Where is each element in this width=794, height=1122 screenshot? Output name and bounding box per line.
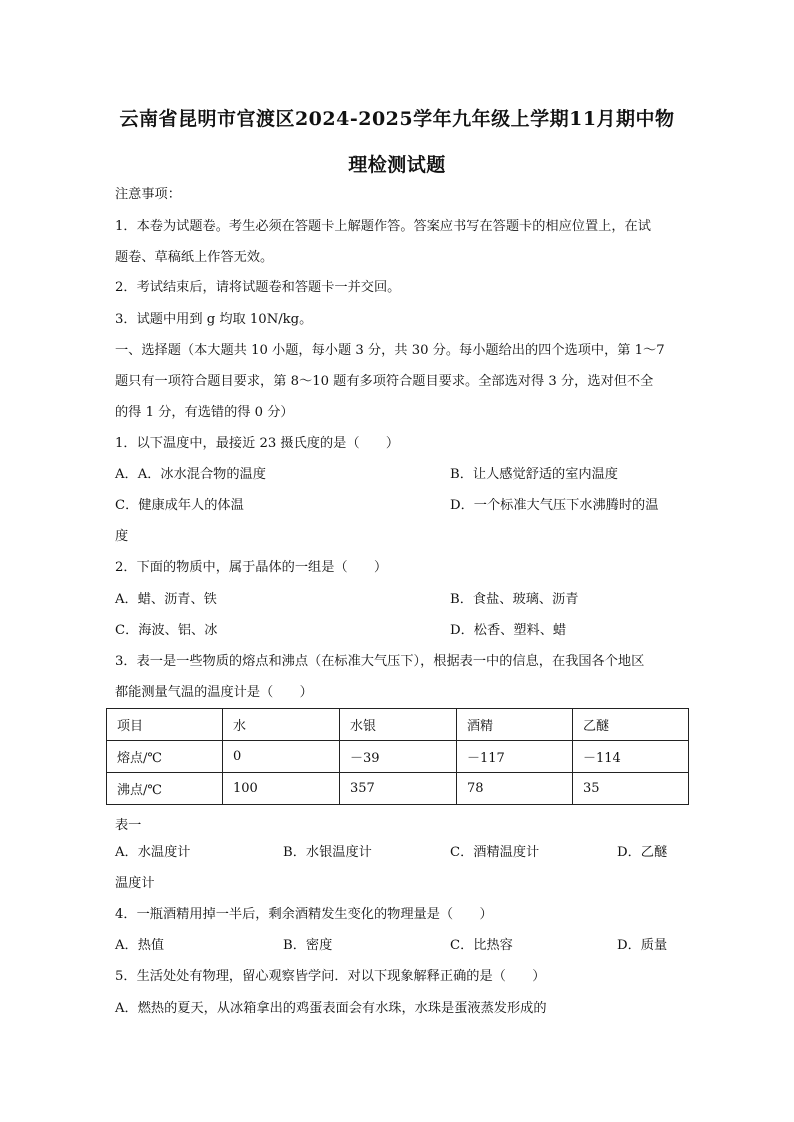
table-cell: －117 <box>457 741 573 773</box>
table-header-cell: 项目 <box>107 709 223 741</box>
notice-item-2: 2．考试结束后，请将试题卷和答题卡一并交回。 <box>115 280 401 295</box>
question-5-stem: 5．生活处处有物理，留心观察皆学问．对以下现象解释正确的是（ ） <box>115 969 546 984</box>
table-header-cell: 水银 <box>340 709 457 741</box>
question-5-option-a: A．燃热的夏天，从冰箱拿出的鸡蛋表面会有水珠，水珠是蛋液蒸发形成的 <box>115 1001 547 1016</box>
question-4-option-b: B．密度 <box>283 938 333 953</box>
table-header-row <box>107 709 689 741</box>
table-cell: 100 <box>223 773 340 805</box>
table-header-cell: 水 <box>223 709 340 741</box>
table-caption: 表一 <box>115 818 142 833</box>
question-1-option-c: C．健康成年人的体温 <box>115 498 244 513</box>
question-3-option-d: D．乙醚 <box>617 845 668 860</box>
notice-item-1-line2: 题卷、草稿纸上作答无效。 <box>115 250 274 265</box>
notice-heading: 注意事项： <box>115 187 181 202</box>
question-2-option-c: C．海波、铝、冰 <box>115 623 218 638</box>
exam-title-line1: 云南省昆明市官渡区2024-2025学年九年级上学期11月期中物 <box>119 108 675 130</box>
question-3-stem-line2: 都能测量气温的温度计是（ ） <box>115 685 313 700</box>
melting-boiling-point-table <box>106 708 689 805</box>
question-4-option-d: D．质量 <box>617 938 668 953</box>
table-cell: 0 <box>223 741 340 773</box>
table-cell: 35 <box>573 773 689 805</box>
table-cell: 沸点/℃ <box>107 773 223 805</box>
table-cell: 熔点/℃ <box>107 741 223 773</box>
question-4-option-a: A．热值 <box>115 938 165 953</box>
exam-title-line2: 理检测试题 <box>348 154 446 176</box>
question-3-option-b: B．水银温度计 <box>283 845 372 860</box>
table-row <box>107 741 689 773</box>
question-2-option-a: A．蜡、沥青、铁 <box>115 592 217 607</box>
question-1-option-a: A．A．冰水混合物的温度 <box>115 467 266 482</box>
section1-instructions-line3: 的得 1 分，有选错的得 0 分） <box>115 405 294 420</box>
question-3-stem-line1: 3．表一是一些物质的熔点和沸点（在标准大气压下），根据表一中的信息，在我国各个地区 <box>115 654 645 669</box>
question-2-option-d: D．松香、塑料、蜡 <box>450 623 567 638</box>
question-2-stem: 2．下面的物质中，属于晶体的一组是（ ） <box>115 560 388 575</box>
question-1-option-b: B．让人感觉舒适的室内温度 <box>450 467 618 482</box>
section1-instructions-line1: 一、选择题（本大题共 10 小题，每小题 3 分，共 30 分。每小题给出的四个选项中，第 1～7 <box>115 343 665 358</box>
section1-instructions-line2: 题只有一项符合题目要求，第 8～10 题有多项符合题目要求。全部选对得 3 分，选对但不全 <box>115 374 654 389</box>
question-4-stem: 4．一瓶酒精用掉一半后，剩余酒精发生变化的物理量是（ ） <box>115 907 493 922</box>
question-4-option-c: C．比热容 <box>450 938 513 953</box>
question-3-option-c: C．酒精温度计 <box>450 845 540 860</box>
table-header-cell: 乙醚 <box>573 709 689 741</box>
notice-item-3: 3．试题中用到 g 均取 10N/kg。 <box>115 312 313 327</box>
table-row <box>107 773 689 805</box>
table-cell: 78 <box>457 773 573 805</box>
table-header-cell: 酒精 <box>457 709 573 741</box>
question-2-option-b: B．食盐、玻璃、沥青 <box>450 592 579 607</box>
table-cell: 357 <box>340 773 457 805</box>
table-cell: －114 <box>573 741 689 773</box>
notice-item-1-line1: 1．本卷为试题卷。考生必须在答题卡上解题作答。答案应书写在答题卡的相应位置上，在试 <box>115 219 651 234</box>
question-1-option-d: D．一个标准大气压下水沸腾时的温 <box>450 498 659 513</box>
question-3-option-d-continued: 温度计 <box>115 876 155 891</box>
question-1-stem: 1．以下温度中，最接近 23 摄氏度的是（ ） <box>115 436 400 451</box>
question-3-option-a: A．水温度计 <box>115 845 191 860</box>
question-1-option-d-continued: 度 <box>115 529 129 544</box>
table-cell: －39 <box>340 741 457 773</box>
